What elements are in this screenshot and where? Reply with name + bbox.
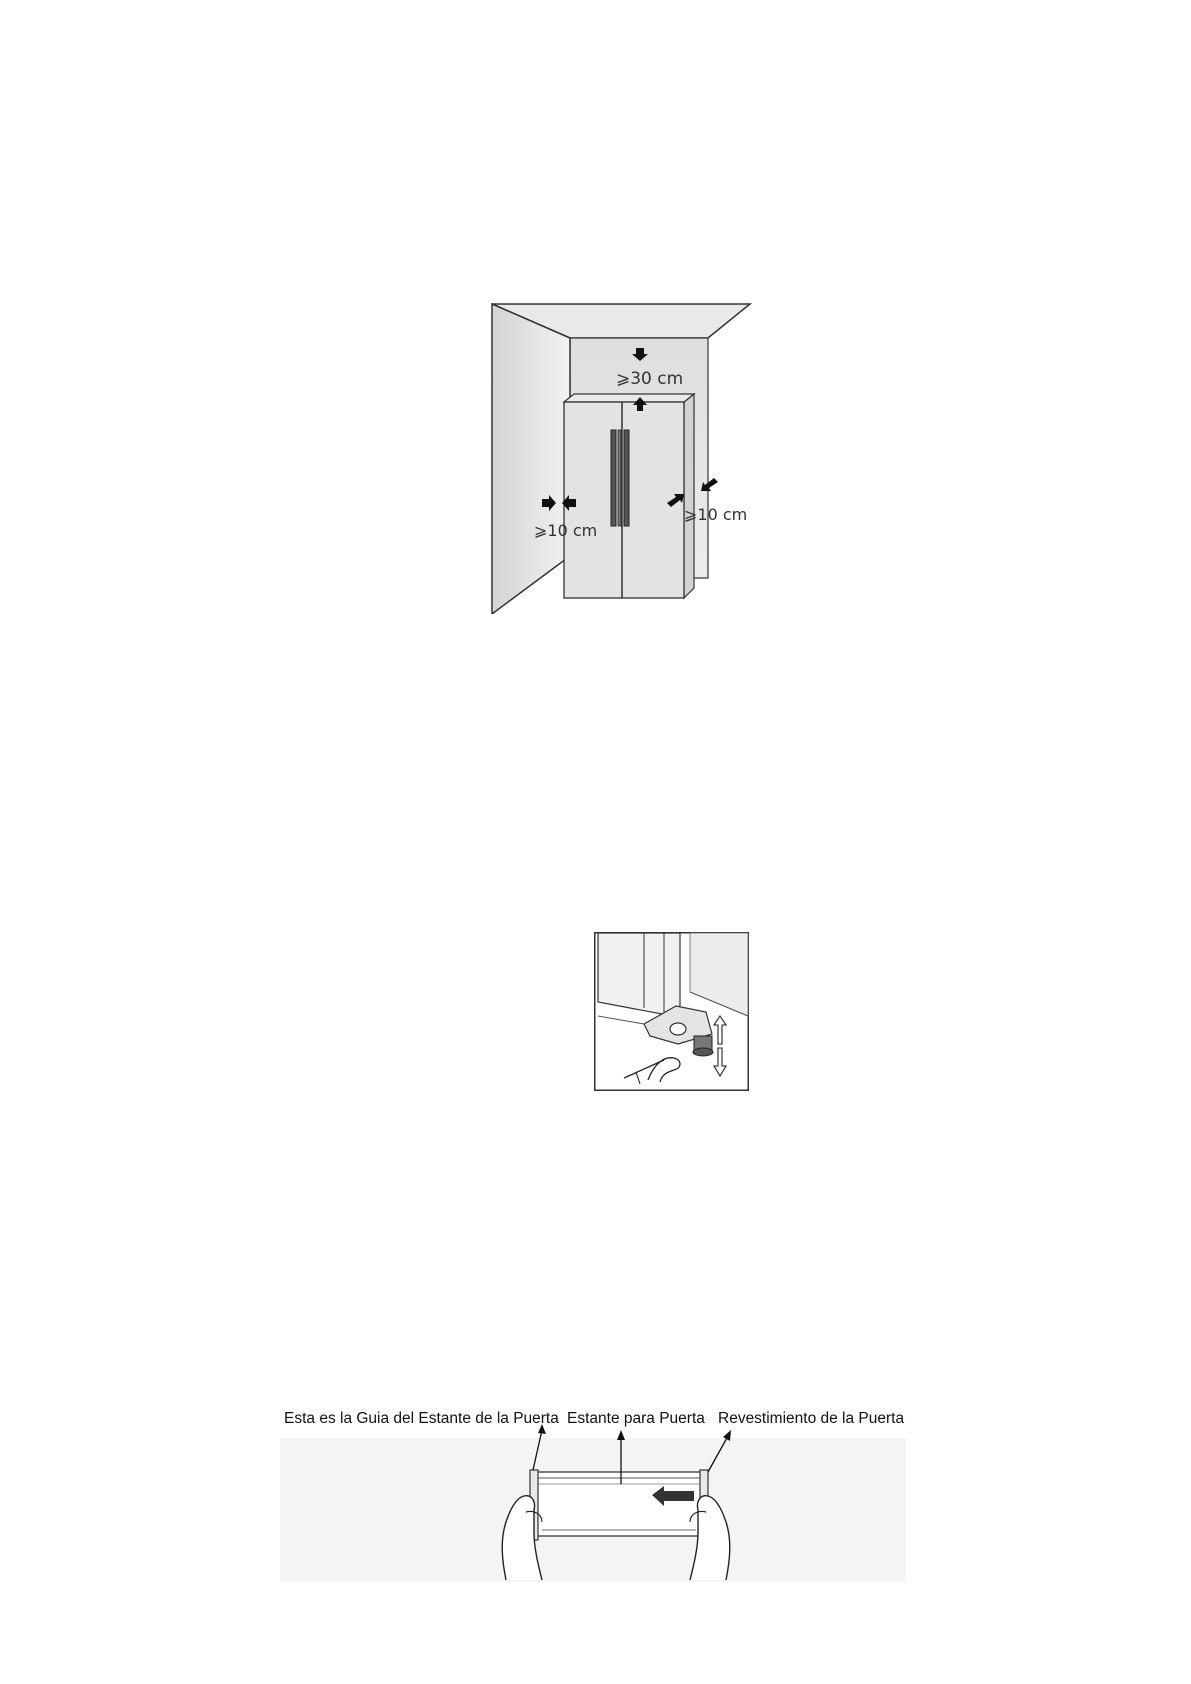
leveling-foot-diagram (594, 932, 749, 1091)
shelf-captions (280, 1410, 906, 1440)
clearance-top-label: ⩾30 cm (616, 369, 684, 389)
handle-left (611, 430, 616, 526)
clearance-right-label: ⩾10 cm (684, 505, 748, 524)
caption-door-lining: Revestimiento de la Puerta (718, 1410, 905, 1427)
handle-right (624, 430, 629, 526)
fridge-door (598, 933, 680, 1014)
hinge-hole (670, 1023, 686, 1035)
caption-door-shelf: Estante para Puerta (567, 1410, 705, 1427)
clearance-diagram (488, 298, 754, 614)
fridge-side (684, 394, 694, 598)
clearance-left-label: ⩾10 cm (534, 521, 598, 540)
left-wall (492, 304, 570, 614)
leveling-foot-base (693, 1048, 713, 1056)
fridge-top (564, 394, 694, 402)
handle-center (618, 430, 621, 526)
door-shelf (535, 1472, 703, 1536)
caption-shelf-guide: Esta es la Guia del Estante de la Puerta (284, 1410, 559, 1427)
